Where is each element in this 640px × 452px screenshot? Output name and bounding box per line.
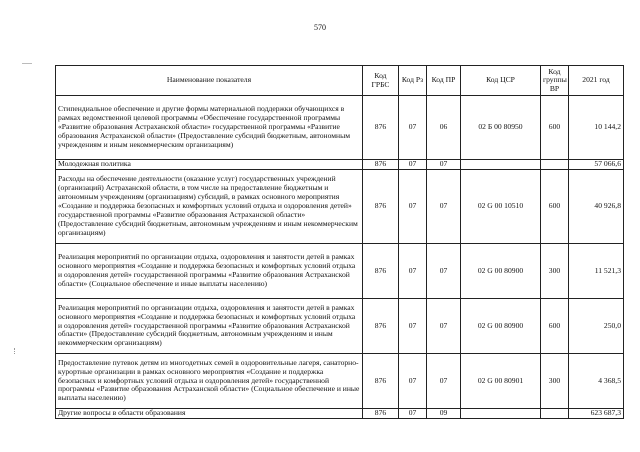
header-name: Наименование показателя <box>56 66 363 96</box>
cell-grbs: 876 <box>363 170 399 244</box>
header-vr: Код группы ВР <box>541 66 569 96</box>
header-pr: Код ПР <box>427 66 461 96</box>
margin-mark <box>22 63 32 64</box>
cell-pr: 09 <box>427 409 461 419</box>
cell-name: Расходы на обеспечение деятельности (оказание услуг) государственных учреждений (организаций) Астраханской области, в том числе на предоставление бюджетным и автономным учреждениям (организациям) субсидий, в рамках основного мероприятия «Создание и поддержка безопасных и комфортных условий отдыха и оздоровления детей» государственной программы «Развитие образования Астраханской области» (Предоставление субсидий бюджетным, автономным учреждениям и иным некоммерческим организациям) <box>56 170 363 244</box>
cell-grbs: 876 <box>363 244 399 299</box>
cell-pr: 07 <box>427 244 461 299</box>
cell-pr: 07 <box>427 299 461 354</box>
table-row <box>56 170 624 244</box>
table-row <box>56 244 624 299</box>
page-number: 570 <box>314 23 326 32</box>
margin-mark <box>14 348 21 354</box>
cell-pr: 07 <box>427 160 461 170</box>
cell-rz: 07 <box>399 160 427 170</box>
cell-pr: 07 <box>427 354 461 409</box>
table-row <box>56 160 624 170</box>
table-row <box>56 299 624 354</box>
cell-vr <box>541 160 569 170</box>
cell-name: Другие вопросы в области образования <box>56 409 363 419</box>
table-row <box>56 409 624 419</box>
cell-amount: 623 687,3 <box>569 409 624 419</box>
cell-name: Молодежная политика <box>56 160 363 170</box>
cell-name: Реализация мероприятий по организации отдыха, оздоровления и занятости детей в рамках основного мероприятия «Создание и поддержка безопасных и комфортных условий отдыха и оздоровления детей» государственной программы «Развитие образования Астраханской области» (Социальное обеспечение и иные выплаты населению) <box>56 244 363 299</box>
cell-vr: 600 <box>541 96 569 160</box>
header-rz: Код Рз <box>399 66 427 96</box>
cell-pr: 06 <box>427 96 461 160</box>
cell-pr: 07 <box>427 170 461 244</box>
cell-csr: 02 G 00 10510 <box>461 170 541 244</box>
cell-csr: 02 G 00 80900 <box>461 244 541 299</box>
header-year: 2021 год <box>569 66 624 96</box>
cell-rz: 07 <box>399 170 427 244</box>
cell-rz: 07 <box>399 409 427 419</box>
cell-amount: 250,0 <box>569 299 624 354</box>
cell-csr: 02 Б 00 80950 <box>461 96 541 160</box>
cell-amount: 40 926,8 <box>569 170 624 244</box>
cell-amount: 10 144,2 <box>569 96 624 160</box>
cell-grbs: 876 <box>363 409 399 419</box>
cell-csr: 02 G 00 80901 <box>461 354 541 409</box>
cell-vr: 600 <box>541 299 569 354</box>
cell-rz: 07 <box>399 354 427 409</box>
cell-rz: 07 <box>399 244 427 299</box>
cell-grbs: 876 <box>363 354 399 409</box>
cell-grbs: 876 <box>363 160 399 170</box>
cell-csr <box>461 409 541 419</box>
cell-amount: 4 368,5 <box>569 354 624 409</box>
cell-csr <box>461 160 541 170</box>
cell-csr: 02 G 00 80900 <box>461 299 541 354</box>
table-header-row <box>56 66 624 96</box>
cell-rz: 07 <box>399 96 427 160</box>
cell-name: Реализация мероприятий по организации отдыха, оздоровления и занятости детей в рамках основного мероприятия «Создание и поддержка безопасных и комфортных условий отдыха и оздоровления детей» государственной программы «Развитие образования Астраханской области» (Предоставление субсидий бюджетным, автономным учреждениям и иным некоммерческим организациям) <box>56 299 363 354</box>
cell-name: Предоставление путевок детям из многодетных семей в оздоровительные лагеря, санаторно-курортные организации в рамках основного мероприятия «Создание и поддержка безопасных и комфортных условий отдыха и оздоровления детей» государственной программы «Развитие образования Астраханской области» (Социальное обеспечение и иные выплаты населению) <box>56 354 363 409</box>
header-csr: Код ЦСР <box>461 66 541 96</box>
cell-vr: 600 <box>541 170 569 244</box>
cell-amount: 11 521,3 <box>569 244 624 299</box>
cell-grbs: 876 <box>363 299 399 354</box>
cell-vr <box>541 409 569 419</box>
cell-vr: 300 <box>541 354 569 409</box>
cell-vr: 300 <box>541 244 569 299</box>
table-row <box>56 354 624 409</box>
header-grbs: Код ГРБС <box>363 66 399 96</box>
table-row <box>56 96 624 160</box>
cell-grbs: 876 <box>363 96 399 160</box>
cell-amount: 57 066,6 <box>569 160 624 170</box>
budget-table <box>55 65 624 419</box>
cell-rz: 07 <box>399 299 427 354</box>
cell-name: Стипендиальное обеспечение и другие формы материальной поддержки обучающихся в рамках ведомственной целевой программы «Обеспечение государственной программы «Развитие образования Астраханской области» государственной программы «Развитие образования Астраханской области» (Предоставление субсидий бюджетным, автономным учреждениям и иным некоммерческим организациям) <box>56 96 363 160</box>
